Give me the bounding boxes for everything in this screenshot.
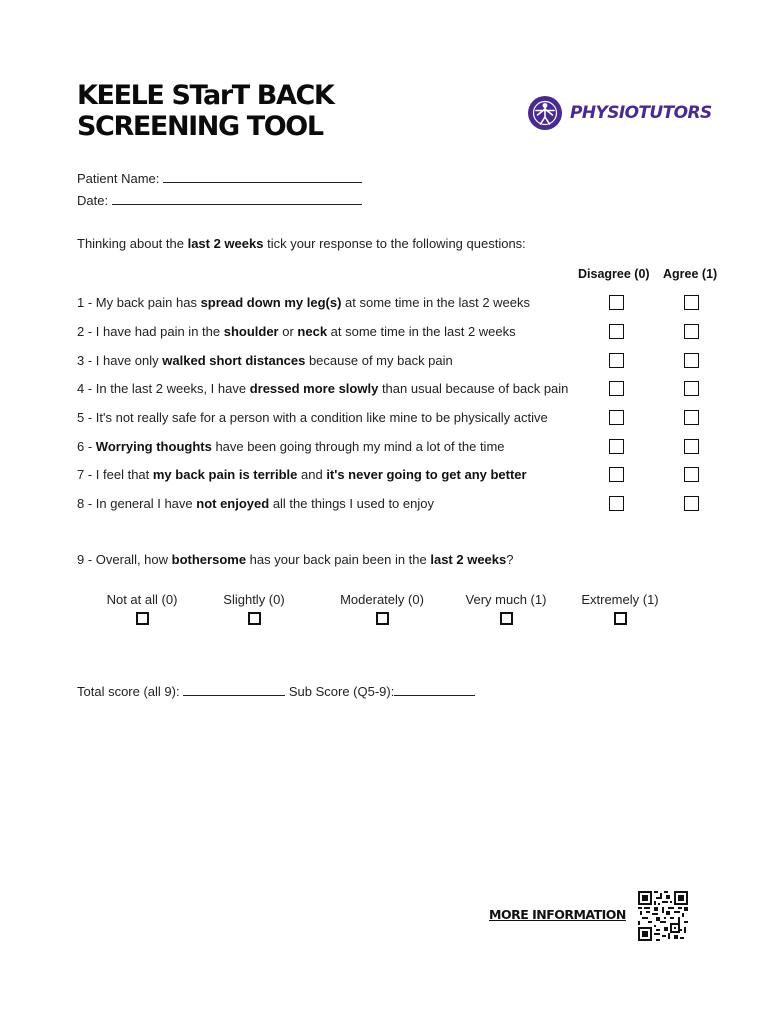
q3-agree-checkbox[interactable] bbox=[684, 353, 699, 368]
brand-logo bbox=[528, 96, 712, 130]
question-7: 7 - I feel that my back pain is terrible and it's never going to get any better bbox=[77, 467, 527, 482]
scale-label-extremely: Extremely (1) bbox=[581, 592, 659, 607]
q1-disagree-checkbox[interactable] bbox=[609, 295, 624, 310]
q6-agree-checkbox[interactable] bbox=[684, 439, 699, 454]
question-3: 3 - I have only walked short distances because of my back pain bbox=[77, 353, 453, 368]
sub-score-label: Sub Score (Q5-9): bbox=[288, 684, 395, 699]
vitruvian-man-icon bbox=[528, 96, 562, 130]
q5-agree-checkbox[interactable] bbox=[684, 410, 699, 425]
q6-disagree-checkbox[interactable] bbox=[609, 439, 624, 454]
question-6: 6 - Worrying thoughts have been going through my mind a lot of the time bbox=[77, 439, 505, 454]
q1-agree-checkbox[interactable] bbox=[684, 295, 699, 310]
title-line-1: KEELE STarT BACK bbox=[77, 80, 334, 111]
question-5: 5 - It's not really safe for a person with a condition like mine to be physically active bbox=[77, 410, 548, 425]
scale-checkbox-very-much[interactable] bbox=[500, 612, 513, 625]
date-label: Date: bbox=[77, 193, 109, 208]
patient-name-label: Patient Name: bbox=[77, 171, 160, 186]
question-9: 9 - Overall, how bothersome has your back pain been in the last 2 weeks? bbox=[77, 552, 514, 567]
total-score-label: Total score (all 9): bbox=[77, 684, 180, 699]
more-information-link[interactable]: MORE INFORMATION bbox=[489, 907, 626, 922]
total-score-blank[interactable] bbox=[183, 683, 285, 696]
scale-checkbox-extremely[interactable] bbox=[614, 612, 627, 625]
q8-disagree-checkbox[interactable] bbox=[609, 496, 624, 511]
scale-checkbox-not-at-all[interactable] bbox=[136, 612, 149, 625]
q2-disagree-checkbox[interactable] bbox=[609, 324, 624, 339]
question-2: 2 - I have had pain in the shoulder or neck at some time in the last 2 weeks bbox=[77, 324, 516, 339]
question-8: 8 - In general I have not enjoyed all the things I used to enjoy bbox=[77, 496, 434, 511]
sub-score-blank[interactable] bbox=[394, 683, 475, 696]
q5-disagree-checkbox[interactable] bbox=[609, 410, 624, 425]
question-4: 4 - In the last 2 weeks, I have dressed more slowly than usual because of back pain bbox=[77, 381, 569, 396]
scale-label-very-much: Very much (1) bbox=[465, 592, 547, 607]
score-fields bbox=[77, 683, 475, 699]
title-line-2: SCREENING TOOL bbox=[77, 111, 323, 142]
patient-name-blank[interactable] bbox=[163, 170, 362, 183]
scale-label-moderately: Moderately (0) bbox=[340, 592, 424, 607]
instructions: Thinking about the last 2 weeks tick your response to the following questions: bbox=[77, 236, 526, 251]
scale-checkbox-slightly[interactable] bbox=[248, 612, 261, 625]
disagree-header: Disagree (0) bbox=[578, 267, 650, 281]
scale-checkbox-moderately[interactable] bbox=[376, 612, 389, 625]
q7-disagree-checkbox[interactable] bbox=[609, 467, 624, 482]
qr-code-icon[interactable] bbox=[638, 891, 688, 941]
q4-disagree-checkbox[interactable] bbox=[609, 381, 624, 396]
page-title bbox=[77, 80, 333, 142]
q2-agree-checkbox[interactable] bbox=[684, 324, 699, 339]
scale-label-slightly: Slightly (0) bbox=[223, 592, 285, 607]
agree-header: Agree (1) bbox=[663, 267, 718, 281]
q3-disagree-checkbox[interactable] bbox=[609, 353, 624, 368]
date-blank[interactable] bbox=[112, 192, 362, 205]
brand-name: PHYSIOTUTORS bbox=[570, 103, 712, 123]
scale-label-not-at-all: Not at all (0) bbox=[106, 592, 178, 607]
q4-agree-checkbox[interactable] bbox=[684, 381, 699, 396]
q7-agree-checkbox[interactable] bbox=[684, 467, 699, 482]
q8-agree-checkbox[interactable] bbox=[684, 496, 699, 511]
date-field[interactable] bbox=[77, 192, 362, 208]
question-1: 1 - My back pain has spread down my leg(s) at some time in the last 2 weeks bbox=[77, 295, 531, 310]
patient-name-field[interactable] bbox=[77, 170, 362, 186]
